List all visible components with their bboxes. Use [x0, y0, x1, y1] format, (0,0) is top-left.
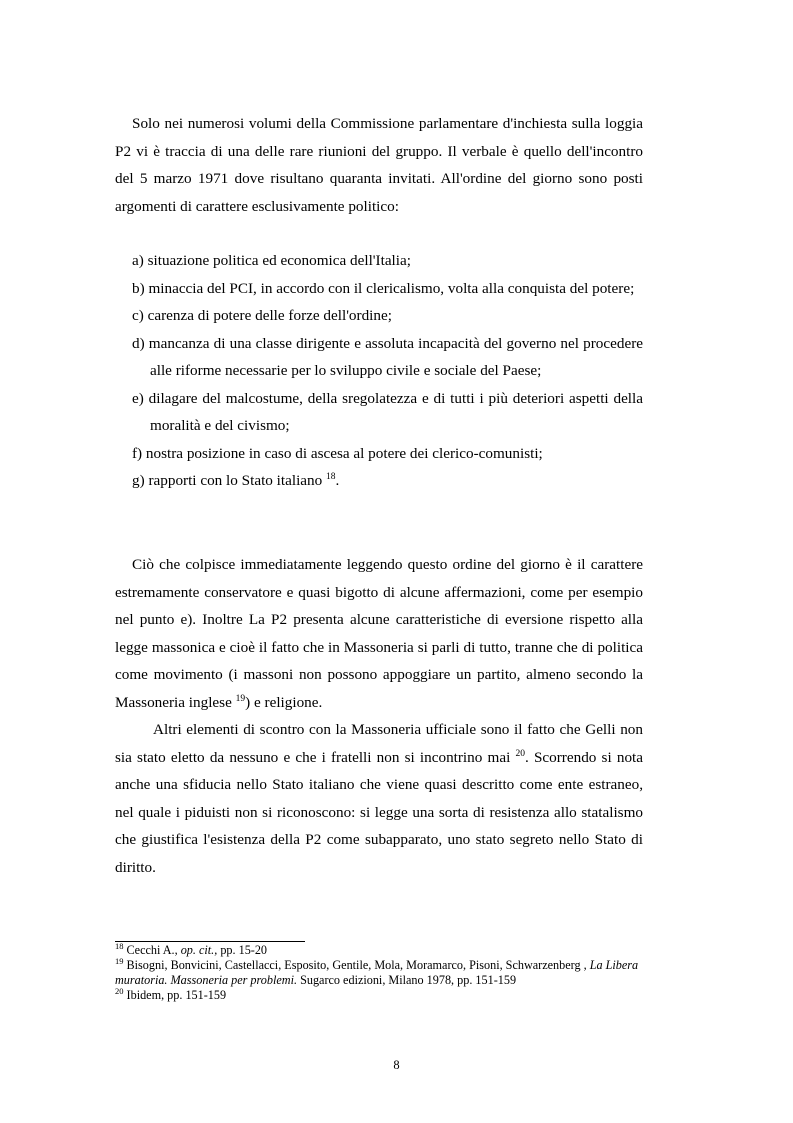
- commentary-text: [115, 551, 643, 716]
- agenda-list: [115, 247, 643, 495]
- footnote: [115, 955, 643, 988]
- page-number: 8: [393, 1058, 400, 1072]
- elements-text: [115, 716, 643, 881]
- agenda-text: dilagare del malcostume, della sregolatezza e di tutti i più deteriori aspetti della moralità e del civismo;: [148, 389, 643, 434]
- agenda-text: mancanza di una classe dirigente e assoluta incapacità del governo nel procedere alle riforme necessarie per lo sviluppo civile e sociale del Paese;: [148, 334, 643, 379]
- agenda-item: [115, 302, 643, 330]
- agenda-item: [115, 275, 643, 303]
- agenda-text: nostra posizione in caso di ascesa al potere dei clerico-comunisti;: [145, 444, 543, 462]
- agenda-letter: a): [132, 252, 144, 269]
- footnotes: [115, 940, 643, 1003]
- footnote-rest: pp. 15-20: [217, 943, 268, 957]
- intro-paragraph: [115, 110, 643, 220]
- agenda-item: [115, 247, 643, 275]
- commentary-text-main: Ciò che colpisce immediatamente leggendo questo ordine del giorno è il carattere estremamente conservatore e quasi bigotto di alcune affermazioni, come per esempio nel punto e). Inoltre La P2 presenta alcune caratteristiche di eversione rispetto alla legge massonica e cioè il fatto che in Massoneria si parli di tutto, tranne che di politica come movimento (i massoni non possono appoggiare un partito, almeno secondo la Massoneria inglese: [115, 556, 643, 711]
- elements-paragraph: [115, 716, 643, 881]
- footnote-divider: [115, 941, 305, 942]
- commentary-text-end: ) e religione.: [245, 693, 323, 711]
- agenda-letter: c): [132, 307, 144, 324]
- agenda-text: carenza di potere delle forze dell'ordine;: [147, 307, 392, 324]
- footnote-ref-19[interactable]: 19: [235, 693, 246, 704]
- footnote-text: Ibidem, pp. 151-159: [126, 988, 227, 1002]
- footnote-text: Bisogni, Bonvicini, Castellacci, Esposito, Gentile, Mola, Moramarco, Pisoni, Schwarzenberg: [126, 958, 584, 972]
- intro-text: Solo nei numerosi volumi della Commissione parlamentare d'inchiesta sulla loggia P2 vi è traccia di una delle rare riunioni del gruppo. Il verbale è quello dell'incontro del 5 marzo 1971 dove risultano quaranta invitati. All'ordine del giorno sono posti argomenti di carattere esclusivamente politico:: [115, 115, 643, 215]
- agenda-text: situazione politica ed economica dell'Italia;: [147, 252, 411, 269]
- agenda-letter: d): [132, 334, 145, 352]
- agenda-text-end: .: [335, 472, 340, 489]
- agenda-letter: f): [132, 444, 143, 462]
- commentary-paragraph: [115, 551, 643, 716]
- footnote-italic: op. cit.,: [180, 943, 218, 957]
- agenda-letter: b): [132, 279, 145, 297]
- agenda-list-container: [115, 247, 643, 495]
- footnote: [115, 940, 643, 958]
- agenda-letter: e): [132, 389, 144, 407]
- footnote: [115, 985, 643, 1003]
- footnote-ref-20[interactable]: 20: [515, 748, 525, 759]
- agenda-item: [115, 330, 643, 385]
- agenda-letter: g): [132, 472, 145, 489]
- footnote-rest: Sugarco edizioni, Milano 1978, pp. 151-159: [297, 973, 517, 987]
- footnote-number: 18: [115, 940, 124, 951]
- footnote-number: 19: [115, 955, 124, 966]
- agenda-item: [115, 440, 643, 468]
- elements-text-end: . Scorrendo si nota anche una sfiducia nello Stato italiano che viene quasi descritto come ente estraneo, nel quale i piduisti non si riconoscono: si legge una sorta di resistenza allo statalismo che giustifica l'esistenza della P2 come subapparato, uno stato segreto nello Stato di diritto.: [115, 748, 644, 876]
- footnote-italic: , La Libera muratoria. Massoneria per problemi.: [115, 958, 639, 987]
- agenda-text: minaccia del PCI, in accordo con il clericalismo, volta alla conquista del potere;: [148, 279, 635, 297]
- elements-text-main: Altri elementi di scontro con la Massoneria ufficiale sono il fatto che Gelli non sia stato eletto da nessuno e che i fratelli non si incontrino mai: [115, 721, 643, 766]
- agenda-item: [115, 467, 643, 495]
- footnote-text: Cecchi A.,: [126, 943, 181, 957]
- footnote-ref-18[interactable]: 18: [326, 471, 336, 482]
- footnote-number: 20: [115, 985, 124, 996]
- agenda-text: rapporti con lo Stato italiano: [148, 472, 323, 489]
- agenda-item: [115, 385, 643, 440]
